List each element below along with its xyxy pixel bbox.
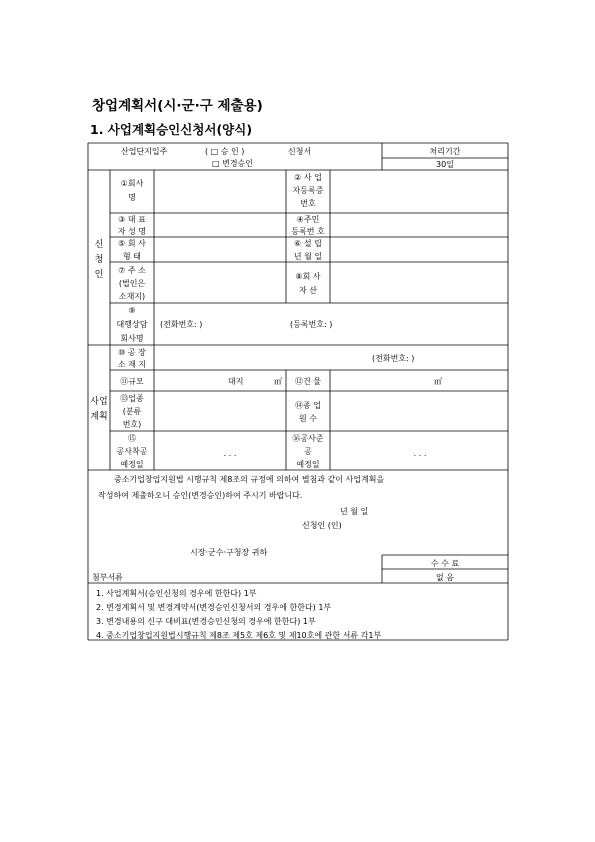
- resident-reg-label: ④주민: [296, 215, 320, 224]
- applicant-section-label-3: 인: [94, 270, 104, 280]
- resident-reg-label-2: 등록번 호: [291, 227, 325, 236]
- building-label: ⑫건 물: [295, 377, 321, 386]
- company-type-label: ⑤ 회 사: [118, 239, 146, 248]
- factory-location-label: ⑩ 공 장: [118, 348, 146, 357]
- completion-label-3: 예정일: [296, 460, 320, 469]
- attachment-item-2: 2. 변경계획서 및 변경계약서(변경승인신청서의 경우에 한한다) 1부: [96, 603, 332, 612]
- applicant-section-label-1: 신: [94, 240, 104, 250]
- construction-start-label-3: 예정일: [120, 460, 144, 469]
- attachment-item-1: 1. 사업계획서(승인신청의 경우에 한한다) 1부: [96, 589, 257, 598]
- completion-date-field[interactable]: . . .: [413, 449, 427, 458]
- attachments-heading: 첨부서류: [92, 573, 123, 582]
- applicant-type-label: 산업단지입주: [121, 147, 168, 156]
- section-subtitle: 1. 사업계획승인신청서(양식): [90, 122, 253, 137]
- business-reg-label: ② 사 업: [294, 173, 322, 182]
- address-label: ⑦ 주 소: [118, 266, 146, 275]
- employees-label-2: 원 수: [299, 414, 317, 423]
- attachment-item-3: 3. 변경내용의 신구 대비표(변경승인신청의 경우에 한한다) 1부: [96, 617, 316, 626]
- company-type-label-2: 형 태: [123, 252, 141, 261]
- addressee: 시장·군수·구청장 귀하: [190, 548, 268, 557]
- industry-label-3: 번호): [122, 420, 142, 429]
- change-approval-checkbox[interactable]: □ 변경승인: [212, 159, 254, 168]
- fee-label: 수 수 료: [430, 559, 460, 568]
- declaration-line-2: 작성하여 제출하오니 승인(변경승인)하여 주시기 바랍니다.: [98, 491, 303, 500]
- factory-location-label-2: 소 재 지: [117, 360, 147, 369]
- building-area-unit: ㎡: [434, 377, 442, 386]
- industry-label-2: (분류: [122, 407, 142, 416]
- processing-period-value: 30일: [436, 160, 454, 169]
- approval-checkbox[interactable]: ( □ 승 인 ): [205, 147, 245, 156]
- agency-registration-field[interactable]: (등록번호: ): [290, 320, 333, 329]
- company-name-label-2: 명: [128, 193, 136, 202]
- representative-label-2: 자 성 명: [117, 227, 147, 236]
- business-reg-label-2: 자등록증: [292, 186, 324, 195]
- completion-label-2: 공: [304, 447, 312, 456]
- completion-label: ⑯공사준: [292, 434, 324, 443]
- consulting-agency-label-3: 회사명: [120, 334, 144, 343]
- business-section-label-1: 사업: [90, 397, 108, 407]
- established-date-label-2: 년 월 일: [293, 252, 323, 261]
- construction-start-date-field[interactable]: . . .: [223, 449, 237, 458]
- construction-start-label: ⑮: [128, 434, 136, 443]
- business-reg-label-3: 번호: [300, 199, 316, 208]
- document-title: 창업계획서(시·군·구 제출용): [92, 98, 263, 114]
- consulting-agency-label-2: 대행상담: [116, 320, 148, 329]
- factory-phone-field[interactable]: (전화번호: ): [372, 354, 415, 363]
- company-name-label: ①회사: [120, 179, 144, 188]
- scale-label: ⑪규모: [120, 377, 144, 386]
- address-label-2: (법인은: [118, 279, 146, 288]
- applicant-section-label-2: 청: [94, 255, 104, 265]
- land-area-unit: ㎡: [274, 377, 282, 386]
- application-label: 신청서: [288, 147, 312, 156]
- representative-label: ③ 대 표: [118, 215, 146, 224]
- company-assets-label: ⑧회 사: [295, 272, 321, 281]
- declaration-line-1: 중소기업창업지원법 시행규칙 제8조의 규정에 의하여 별첨과 같이 사업계획을: [114, 475, 385, 484]
- employees-label: ⑭종 업: [295, 401, 321, 410]
- address-label-3: 소재지): [118, 292, 146, 301]
- construction-start-label-2: 공사착공: [116, 447, 148, 456]
- established-date-label: ⑥ 설 립: [294, 239, 322, 248]
- industry-label: ⑬업종: [120, 394, 144, 403]
- processing-period-label: 처리기간: [429, 147, 461, 156]
- attachment-item-4: 4. 중소기업창업지원법시행규칙 제8조 제5호 제6호 및 제10호에 관한 서류 각1부: [96, 631, 382, 640]
- company-assets-label-2: 자 산: [299, 286, 317, 295]
- consulting-agency-label: ⑨: [128, 306, 136, 315]
- fee-value: 없 음: [436, 573, 454, 582]
- agency-phone-field[interactable]: (전화번호: ): [160, 320, 203, 329]
- business-section-label-2: 계획: [90, 412, 108, 422]
- applicant-signature-field[interactable]: 신청인 (인): [302, 521, 342, 530]
- declaration-date-field[interactable]: 년 월 일: [340, 507, 369, 516]
- land-area-label: 대지: [228, 377, 244, 386]
